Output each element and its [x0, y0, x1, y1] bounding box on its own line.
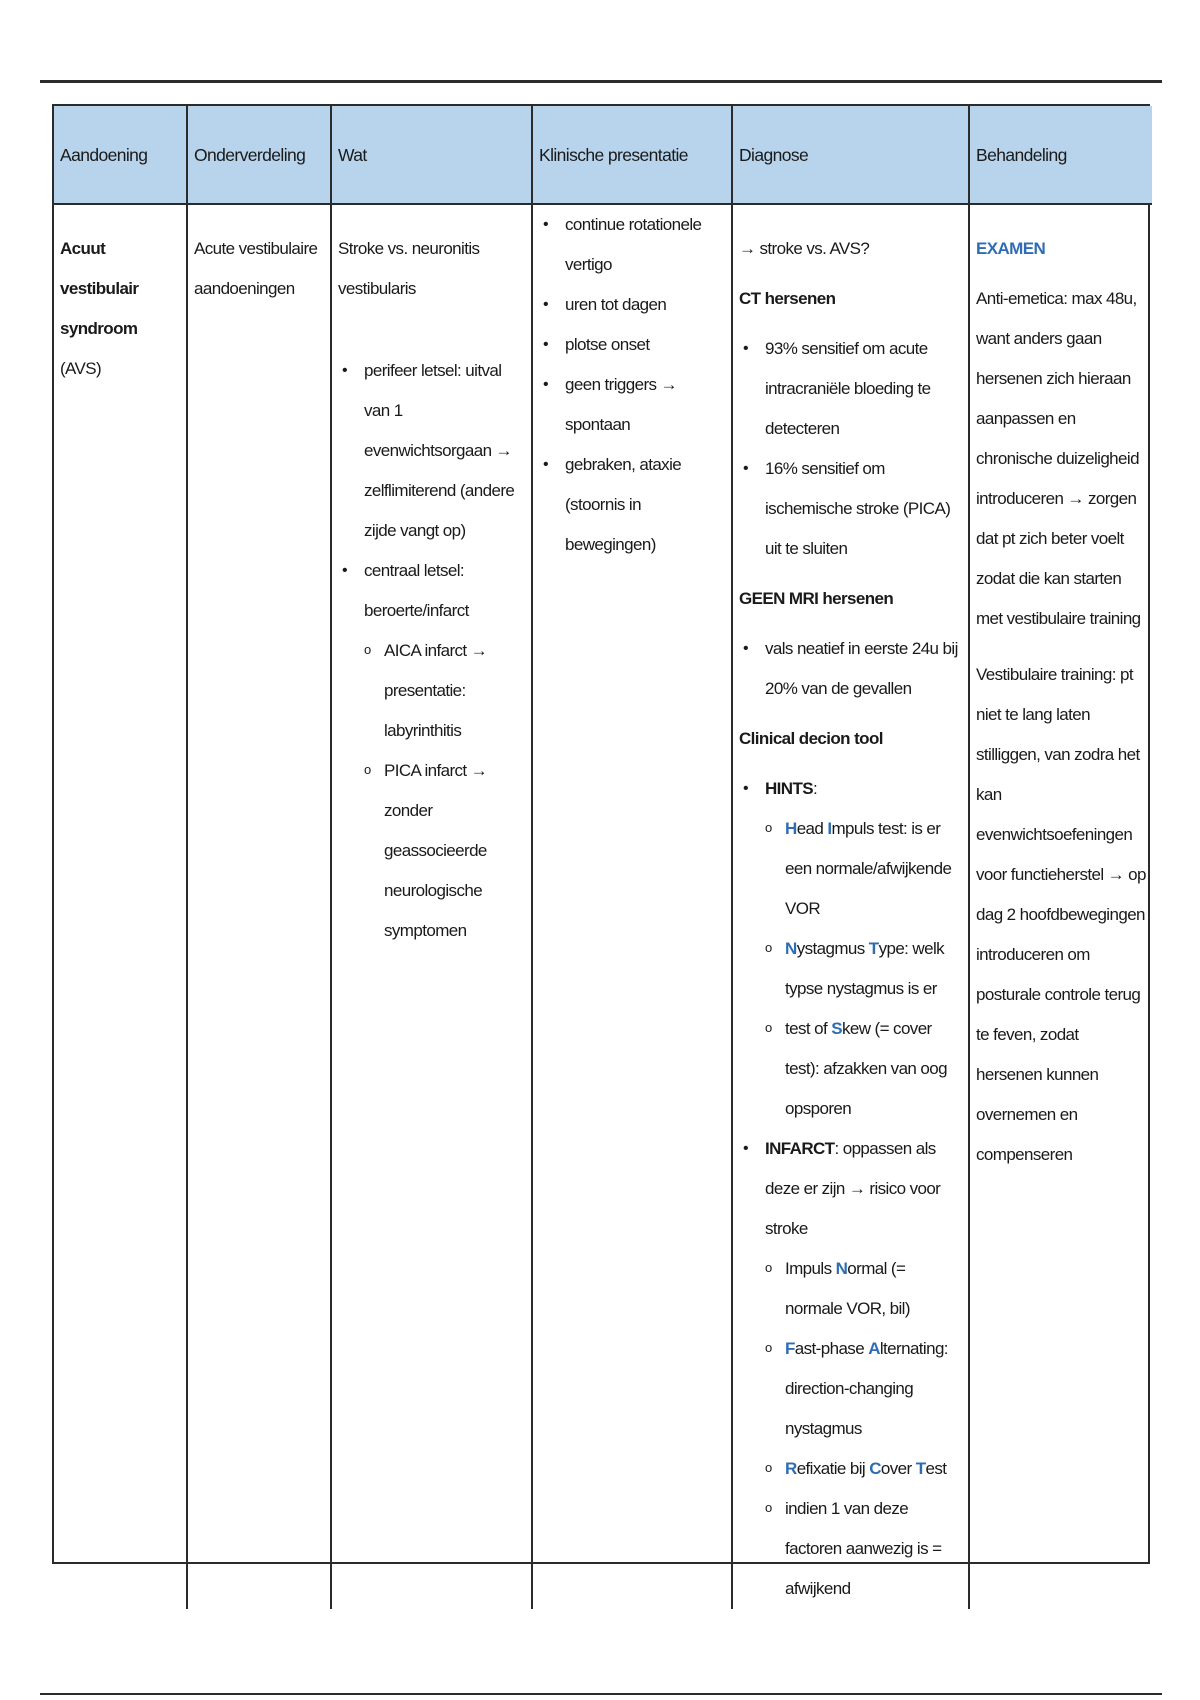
- cell-behandeling: [970, 205, 1152, 1609]
- list-item: o Refixatie bij Cover Test: [739, 1449, 964, 1489]
- header-wat: Wat: [332, 106, 533, 205]
- diagnose-intro: → stroke vs. AVS?: [739, 239, 870, 258]
- list-item: • vals neatief in eerste 24u bij 20% van de gevallen: [739, 629, 964, 709]
- ct-list: [739, 329, 964, 569]
- clinical-list: [539, 205, 727, 565]
- mri-heading: GEEN MRI hersenen: [739, 589, 894, 608]
- wat-intro: Stroke vs. neuronitis vestibularis: [338, 239, 480, 298]
- mri-list: [739, 629, 964, 709]
- list-item: o test of Skew (= cover test): afzakken van oog opsporen: [739, 1009, 964, 1129]
- summary-table: [52, 104, 1150, 1598]
- treatment-paragraph-2: Vestibulaire training: pt niet te lang laten stilliggen, van zodra het kan evenwichtsoefeningen voor functieherstel → op dag 2 hoofdbewegingen introduceren om posturale controle terug te feven, zodat hersenen kunnen overnemen en compenseren: [976, 665, 1146, 1164]
- cell-aandoening: [54, 205, 188, 1609]
- list-item: o indien 1 van deze factoren aanwezig is = afwijkend: [739, 1489, 964, 1609]
- wat-list: [338, 351, 527, 951]
- list-item: • perifeer letsel: uitval van 1 evenwichtsorgaan → zelflimiterend (andere zijde vangt op): [338, 351, 527, 551]
- cell-klinische-presentatie: [533, 205, 733, 1609]
- bottom-rule: [40, 1693, 1162, 1695]
- header-diagnose: Diagnose: [733, 106, 970, 205]
- exam-label: EXAMEN: [976, 239, 1046, 258]
- list-item: o PICA infarct → zonder geassocieerde neurologische symptomen: [338, 751, 527, 951]
- cell-diagnose: [733, 205, 970, 1609]
- top-rule: [40, 80, 1162, 83]
- list-item: o Impuls Normal (= normale VOR, bil): [739, 1249, 964, 1329]
- list-item: o AICA infarct → presentatie: labyrinthitis: [338, 631, 527, 751]
- subdivision-text: Acute vestibulaire aandoeningen: [194, 239, 318, 298]
- list-item: • centraal letsel: beroerte/infarct: [338, 551, 527, 631]
- condition-name: Acuut vestibulair syndroom (AVS): [60, 239, 139, 378]
- header-klinische-presentatie: Klinische presentatie: [533, 106, 733, 205]
- list-item: o Head Impuls test: is er een normale/afwijkende VOR: [739, 809, 964, 929]
- tool-heading: Clinical decion tool: [739, 729, 883, 748]
- cell-onderverdeling: [188, 205, 332, 1609]
- cell-wat: [332, 205, 533, 1609]
- header-aandoening: Aandoening: [54, 106, 188, 205]
- infarct-item: • INFARCT: oppassen als deze er zijn → risico voor stroke: [739, 1129, 964, 1249]
- list-item: • geen triggers → spontaan: [539, 365, 727, 445]
- list-item: • 16% sensitief om ischemische stroke (PICA) uit te sluiten: [739, 449, 964, 569]
- list-item: • plotse onset: [539, 325, 727, 365]
- list-item: • uren tot dagen: [539, 285, 727, 325]
- list-item: • 93% sensitief om acute intracraniële bloeding te detecteren: [739, 329, 964, 449]
- ct-heading: CT hersenen: [739, 289, 836, 308]
- hints-item: • HINTS:: [739, 769, 964, 809]
- header-behandeling: Behandeling: [970, 106, 1152, 205]
- list-item: o Nystagmus Type: welk typse nystagmus is er: [739, 929, 964, 1009]
- treatment-paragraph-1: Anti-emetica: max 48u, want anders gaan hersenen zich hieraan aanpassen en chronische duizeligheid introduceren → zorgen dat pt zich beter voelt zodat die kan starten met vestibulaire training: [976, 289, 1141, 628]
- list-item: o Fast-phase Alternating: direction-changing nystagmus: [739, 1329, 964, 1449]
- hints-list: [739, 769, 964, 1609]
- list-item: • continue rotationele vertigo: [539, 205, 727, 285]
- header-onderverdeling: Onderverdeling: [188, 106, 332, 205]
- list-item: • gebraken, ataxie (stoornis in bewegingen): [539, 445, 727, 565]
